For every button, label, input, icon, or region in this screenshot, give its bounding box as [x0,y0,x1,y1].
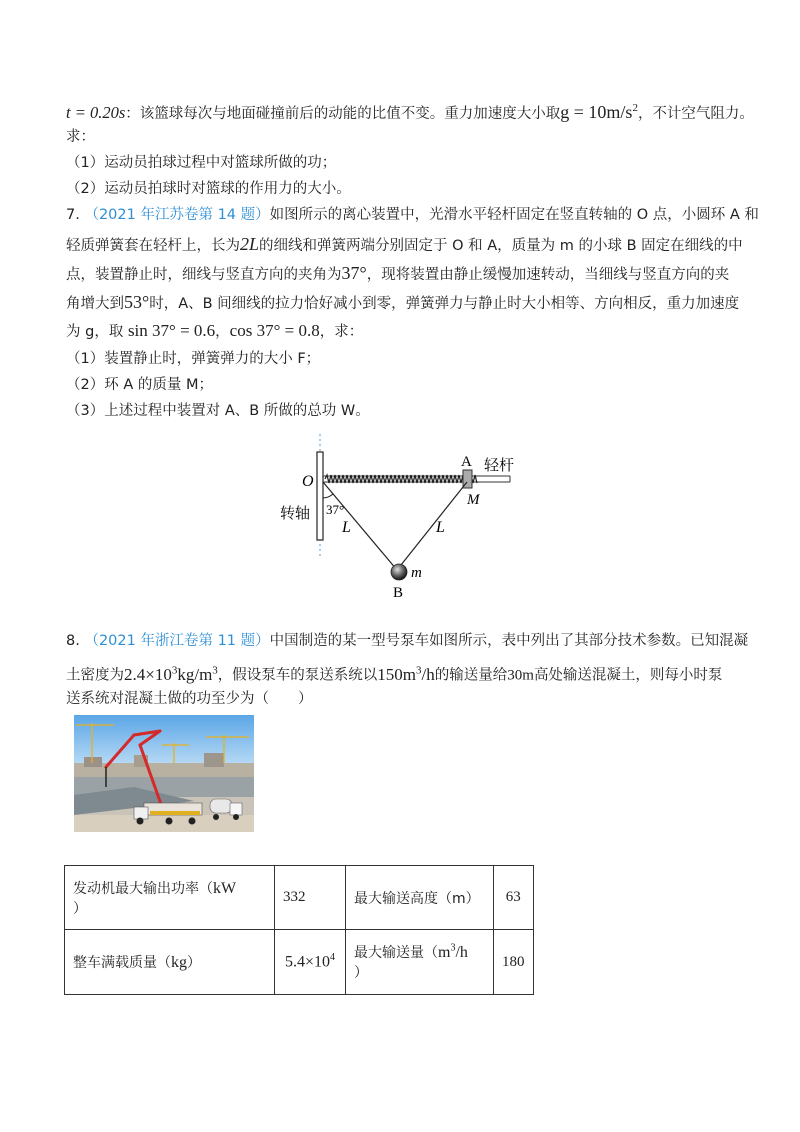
p8-line1-text: 中国制造的某一型号泵车如图所示，表中列出了其部分技术参数。已知混凝 [269,633,749,649]
p8-height: 30m [507,667,534,684]
p7-line4-b: 时，A、B 间细线的拉力恰好减小到零，弹簧弹力与静止时大小相等、方向相反，重力加速度 [149,296,740,312]
max-flow-label-text: 最大输送量（ [354,945,438,961]
p7-line4-a: 角增大到 [66,296,124,312]
p6-line2: 求： [66,129,95,145]
p8-line2-a: 土密度为 [66,667,124,684]
p7-question-1: （1）装置静止时，弹簧弹力的大小 F； [66,351,321,367]
ball-b [391,564,407,580]
rotating-shaft [317,452,323,540]
table-cell-mass-value [275,930,346,995]
string-left [323,482,397,570]
p7-line2-a: 轻质弹簧套在轻杆上，长为 [66,238,240,254]
p8-flow-unit: /h [421,664,435,684]
angle-arc [323,494,333,498]
label-m-ring: M [467,492,480,508]
p7-line1-text: 如图所示的离心装置中，光滑水平轻杆固定在竖直转轴的 O 点，小圆环 A 和 [269,207,759,223]
table-cell-max-power-label [65,866,275,930]
p7-length: 2L [240,234,260,254]
centrifuge-diagram [270,432,530,602]
max-power-unit: kW [213,879,237,897]
table-cell-max-flow-value: 180 [494,930,534,995]
p8-line2-c: 的输送量给 [434,667,508,684]
label-b: B [393,585,404,601]
label-l-left: L [342,519,351,536]
p8-density-unit-exp: 3 [212,664,218,676]
p7-line3-b: ，现将装置由静止缓慢加速转动，当细线与竖直方向的夹 [366,267,730,283]
p7-line4 [66,292,739,314]
p7-question-2: （2）环 A 的质量 M； [66,377,213,393]
p8-line2-d: 高处输送混凝土，则每小时泵 [533,667,723,684]
p7-line5-a: 为 g，取 [66,324,124,340]
mass-unit: kg [171,954,187,971]
p6-g-sup: 2 [632,102,638,114]
p6-question-2: （2）运动员拍球时对篮球的作用力的大小。 [66,181,351,197]
p7-line3 [66,263,729,285]
mass-value-exp: 4 [330,952,336,964]
max-flow-unit-m: m [438,944,451,961]
p8-density-unit: kg/m [177,664,213,684]
max-flow-unit-h: /h [455,944,468,961]
label-m-ball: m [411,565,422,581]
p8-flow-num: 150m [377,664,417,684]
p6-gravity [560,102,638,122]
table-cell-max-power-value: 332 [275,866,346,930]
p8-flow [377,665,434,684]
table-row [65,866,534,930]
p7-question-3: （3）上述过程中装置对 A、B 所做的总功 W。 [66,403,370,419]
p7-source: （2021 年江苏卷第 14 题） [84,207,270,223]
p8-density-num: 2.4×10 [124,664,172,684]
p8-line2-b: ，假设泵车的泵送系统以 [217,667,378,684]
p7-sin: sin 37° = 0.6 [127,321,216,340]
p8-line1 [66,631,748,651]
p7-line5-b: ，求： [319,324,364,340]
p8-line3: 送系统对混凝土做的功至少为（ ） [66,691,313,707]
p7-cos: cos 37° = 0.8 [229,321,320,340]
max-flow-unit-exp: 3 [450,942,456,954]
mass-value-num: 5.4×10 [284,953,331,971]
p8-source: （2021 年浙江卷第 11 题） [84,633,270,649]
p7-line2 [66,234,743,256]
table-cell-mass-label [65,930,275,995]
p6-line1-end: ，不计空气阻力。 [637,106,754,122]
table-cell-max-height-label: 最大输送高度（m） [346,866,494,930]
pump-truck-parameters-table [64,865,534,995]
p7-line3-a: 点，装置静止时，细线与竖直方向的夹角为 [66,267,342,283]
max-flow-unit [438,944,468,961]
p7-line5 [66,321,363,342]
label-a: A [461,454,472,470]
p7-line1 [66,205,759,225]
p6-line1 [66,98,754,124]
p6-question-1: （1）运动员拍球过程中对篮球所做的功； [66,155,337,171]
p8-density [124,665,218,684]
label-l-right: L [436,519,445,536]
max-flow-label-close: ） [354,965,368,981]
p6-g-text: g = 10m/s [560,102,633,122]
p7-line5-comma: ， [215,324,230,340]
p8-number: 8. [66,633,80,649]
table-cell-max-flow-label [346,930,494,995]
p7-angle-53: 53° [124,292,150,312]
p8-flow-exp: 3 [416,664,422,676]
p8-line2 [66,660,722,686]
pump-truck-illustration [74,715,254,832]
mass-label-text: 整车满载质量（ [73,955,171,971]
max-power-label-close: ） [73,900,87,917]
p7-number: 7. [66,207,80,223]
label-axis: 转轴 [280,504,311,522]
p6-line1-text: ：该篮球每次与地面碰撞前后的动能的比值不变。重力加速度大小取 [125,106,561,122]
p7-line2-b: 的细线和弹簧两端分别固定于 O 和 A，质量为 m 的小球 B 固定在细线的中 [259,238,743,254]
p7-angle-37: 37° [341,263,367,283]
pump-truck-photo [74,715,254,832]
table-cell-max-height-value: 63 [494,866,534,930]
string-right [397,482,467,570]
label-angle: 37° [326,502,345,517]
mass-label-close: ） [187,955,201,971]
label-rod: 轻杆 [484,456,515,474]
max-power-label-text: 发动机最大输出功率（ [73,880,213,897]
label-o: O [302,473,314,490]
table-row [65,930,534,995]
p8-density-exp: 3 [171,664,178,676]
p6-time-value: t = 0.20s [66,103,126,122]
